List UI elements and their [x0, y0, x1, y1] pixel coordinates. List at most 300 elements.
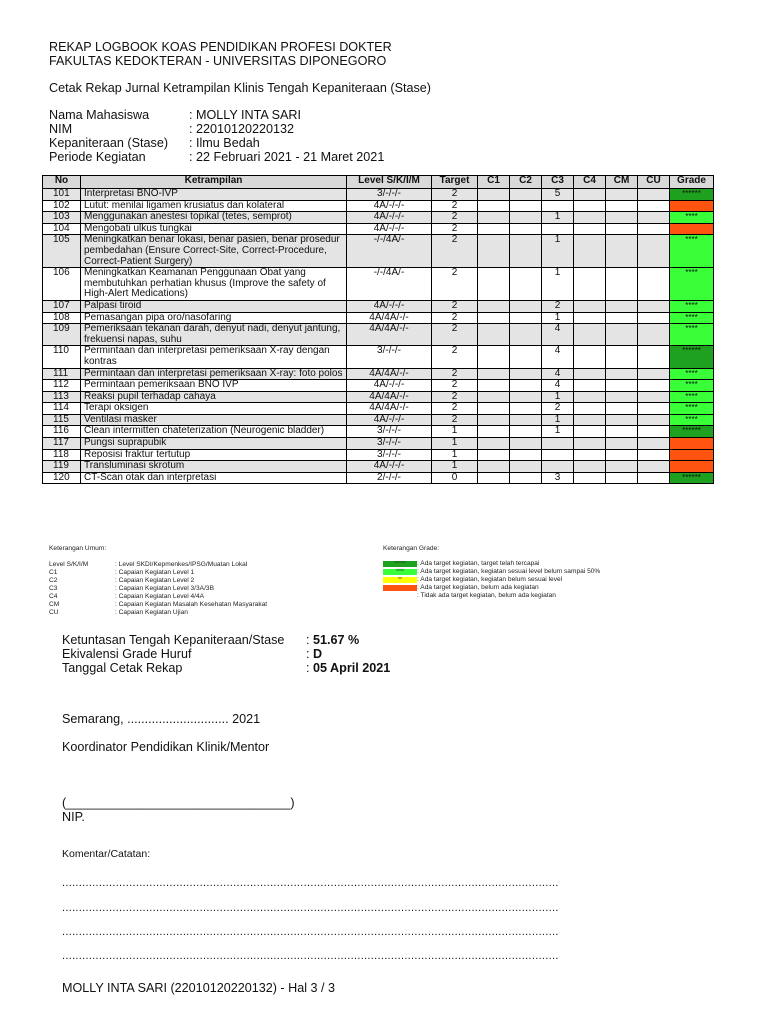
skill-level: 3/-/-/-	[347, 346, 432, 368]
grade-color-swatch: ******	[383, 561, 417, 567]
c1-value	[478, 403, 510, 415]
grade-cell: ****	[670, 368, 714, 380]
row-number: 118	[43, 449, 81, 461]
skill-level: 4A/-/-/-	[347, 223, 432, 235]
cm-value	[606, 449, 638, 461]
c3-value: 1	[542, 426, 574, 438]
column-header: C4	[574, 176, 606, 189]
c1-value	[478, 461, 510, 473]
table-row	[43, 324, 714, 346]
skill-level: 4A/-/-/-	[347, 414, 432, 426]
column-header: Level S/K/I/M	[347, 176, 432, 189]
comment-line: ....................................................................................................................................................	[62, 877, 559, 889]
legend-key: CM	[49, 601, 60, 608]
cu-value	[638, 324, 670, 346]
legend-desc: : Ada target kegiatan, target telah tercapai	[417, 560, 540, 567]
grade-cell: ****	[670, 324, 714, 346]
grade-cell: ****	[670, 414, 714, 426]
grade-cell: ****	[670, 391, 714, 403]
target-value: 2	[432, 324, 478, 346]
c4-value	[574, 403, 606, 415]
c4-value	[574, 472, 606, 484]
cm-value	[606, 380, 638, 392]
c1-value	[478, 426, 510, 438]
table-row	[43, 235, 714, 268]
cu-value	[638, 223, 670, 235]
grade-cell: ****	[670, 300, 714, 312]
cm-value	[606, 346, 638, 368]
cm-value	[606, 391, 638, 403]
legend-grade-item	[383, 592, 703, 600]
skill-name: Terapi oksigen	[81, 403, 347, 415]
grade-cell	[670, 200, 714, 212]
grade-cell	[670, 438, 714, 450]
grade-color-swatch	[383, 593, 417, 599]
cu-value	[638, 300, 670, 312]
c4-value	[574, 414, 606, 426]
c2-value	[510, 380, 542, 392]
c4-value	[574, 380, 606, 392]
row-number: 115	[43, 414, 81, 426]
info-value: : Ilmu Bedah	[189, 136, 260, 150]
grade-color-swatch	[383, 585, 417, 591]
cm-value	[606, 189, 638, 201]
signer-role: Koordinator Pendidikan Klinik/Mentor	[62, 740, 270, 754]
c3-value: 2	[542, 300, 574, 312]
c4-value	[574, 324, 606, 346]
cm-value	[606, 403, 638, 415]
column-header: C3	[542, 176, 574, 189]
row-number: 120	[43, 472, 81, 484]
row-number: 107	[43, 300, 81, 312]
summary-value: D	[313, 647, 323, 661]
target-value: 2	[432, 346, 478, 368]
c3-value: 4	[542, 346, 574, 368]
c2-value	[510, 449, 542, 461]
skill-name: Pemeriksaan tekanan darah, denyut nadi, denyut jantung, frekuensi napas, suhu	[81, 324, 347, 346]
cu-value	[638, 414, 670, 426]
info-label: Periode Kegiatan	[49, 150, 146, 164]
column-header: C1	[478, 176, 510, 189]
column-header: C2	[510, 176, 542, 189]
c1-value	[478, 189, 510, 201]
legend-general	[49, 545, 369, 625]
info-label: Kepaniteraan (Stase)	[49, 136, 169, 150]
target-value: 2	[432, 403, 478, 415]
c3-value: 1	[542, 268, 574, 301]
grade-color-swatch: **	[383, 577, 417, 583]
legend-desc: : Capaian Kegiatan Level 2	[115, 577, 195, 584]
column-header: Target	[432, 176, 478, 189]
c1-value	[478, 200, 510, 212]
info-value: : 22 Februari 2021 - 21 Maret 2021	[189, 150, 385, 164]
c3-value: 2	[542, 403, 574, 415]
column-header: Ketrampilan	[81, 176, 347, 189]
skill-name: Lutut: menilai ligamen krusiatus dan kolateral	[81, 200, 347, 212]
target-value: 1	[432, 449, 478, 461]
legend-desc: : Capaian Kegiatan Level 3/3A/3B	[115, 585, 214, 592]
grade-cell: ******	[670, 426, 714, 438]
cm-value	[606, 300, 638, 312]
table-header-row	[43, 176, 714, 189]
cm-value	[606, 426, 638, 438]
c2-value	[510, 403, 542, 415]
target-value: 2	[432, 391, 478, 403]
c2-value	[510, 438, 542, 450]
target-value: 2	[432, 300, 478, 312]
cu-value	[638, 472, 670, 484]
skill-level: 4A/-/-/-	[347, 461, 432, 473]
legend-grade	[383, 545, 703, 605]
grade-cell: ****	[670, 403, 714, 415]
cm-value	[606, 312, 638, 324]
c4-value	[574, 312, 606, 324]
c1-value	[478, 312, 510, 324]
c4-value	[574, 189, 606, 201]
grade-cell: ****	[670, 380, 714, 392]
info-label: NIM	[49, 122, 73, 136]
summary-value: 51.67 %	[313, 633, 360, 647]
c2-value	[510, 391, 542, 403]
c2-value	[510, 472, 542, 484]
legend-general-item	[49, 601, 369, 609]
skill-level: 3/-/-/-	[347, 438, 432, 450]
faculty-title: FAKULTAS KEDOKTERAN - UNIVERSITAS DIPONEGORO	[49, 54, 387, 68]
summary-label: Ekivalensi Grade Huruf	[62, 647, 192, 661]
skill-level: 3/-/-/-	[347, 189, 432, 201]
cm-value	[606, 414, 638, 426]
target-value: 2	[432, 268, 478, 301]
table-row	[43, 268, 714, 301]
c1-value	[478, 414, 510, 426]
c2-value	[510, 324, 542, 346]
comments-label: Komentar/Catatan:	[62, 848, 151, 860]
legend-grade-title: Keterangan Grade:	[383, 545, 440, 552]
table-body	[43, 189, 714, 484]
skill-level: 4A/-/-/-	[347, 300, 432, 312]
legend-desc: : Ada target kegiatan, kegiatan sesuai level belum sampai 50%	[417, 568, 601, 575]
cm-value	[606, 212, 638, 224]
summary-label: Ketuntasan Tengah Kepaniteraan/Stase	[62, 633, 285, 647]
table-row	[43, 346, 714, 368]
c4-value	[574, 438, 606, 450]
skill-level: 4A/4A/-/-	[347, 403, 432, 415]
c1-value	[478, 368, 510, 380]
skill-name: Palpasi tiroid	[81, 300, 347, 312]
target-value: 2	[432, 223, 478, 235]
c2-value	[510, 235, 542, 268]
c1-value	[478, 438, 510, 450]
table-row	[43, 414, 714, 426]
c4-value	[574, 346, 606, 368]
skill-name: Ventilasi masker	[81, 414, 347, 426]
legend-general-item	[49, 569, 369, 577]
grade-cell	[670, 461, 714, 473]
legend-desc: : Capaian Kegiatan Ujian	[115, 609, 188, 616]
skill-name: Reposisi fraktur tertutup	[81, 449, 347, 461]
legend-general-item	[49, 577, 369, 585]
skill-level: 4A/-/-/-	[347, 200, 432, 212]
table-row	[43, 300, 714, 312]
c2-value	[510, 426, 542, 438]
skill-name: Clean intermitten chateterization (Neurogenic bladder)	[81, 426, 347, 438]
cm-value	[606, 438, 638, 450]
row-number: 112	[43, 380, 81, 392]
target-value: 2	[432, 368, 478, 380]
grade-cell: ******	[670, 189, 714, 201]
row-number: 111	[43, 368, 81, 380]
legend-general-item	[49, 561, 369, 569]
cm-value	[606, 324, 638, 346]
signature-line: (________________________________)	[62, 796, 295, 810]
summary-value: 05 April 2021	[313, 661, 391, 675]
skill-name: Reaksi pupil terhadap cahaya	[81, 391, 347, 403]
c3-value	[542, 223, 574, 235]
nip-label: NIP.	[62, 810, 85, 824]
c3-value: 1	[542, 391, 574, 403]
row-number: 109	[43, 324, 81, 346]
info-label: Nama Mahasiswa	[49, 108, 150, 122]
skill-level: 4A/-/-/-	[347, 212, 432, 224]
c1-value	[478, 472, 510, 484]
row-number: 103	[43, 212, 81, 224]
c4-value	[574, 368, 606, 380]
report-subtitle: Cetak Rekap Jurnal Ketrampilan Klinis Tengah Kepaniteraan (Stase)	[49, 81, 431, 95]
c2-value	[510, 461, 542, 473]
legend-grade-item	[383, 568, 703, 576]
row-number: 106	[43, 268, 81, 301]
summary-label: Tanggal Cetak Rekap	[62, 661, 183, 675]
c3-value: 1	[542, 312, 574, 324]
c4-value	[574, 449, 606, 461]
cu-value	[638, 200, 670, 212]
column-header: No	[43, 176, 81, 189]
c4-value	[574, 461, 606, 473]
grade-cell: ******	[670, 346, 714, 368]
legend-desc: : Ada target kegiatan, belum ada kegiatan	[417, 584, 539, 591]
c4-value	[574, 235, 606, 268]
c1-value	[478, 268, 510, 301]
c3-value	[542, 461, 574, 473]
row-number: 102	[43, 200, 81, 212]
table-row	[43, 380, 714, 392]
skill-level: 4A/4A/-/-	[347, 391, 432, 403]
c2-value	[510, 414, 542, 426]
skill-name: Permintaan dan interpretasi pemeriksaan X-ray: foto polos	[81, 368, 347, 380]
comment-line: ....................................................................................................................................................	[62, 926, 559, 938]
c3-value: 1	[542, 212, 574, 224]
c2-value	[510, 212, 542, 224]
c1-value	[478, 212, 510, 224]
cu-value	[638, 368, 670, 380]
c1-value	[478, 300, 510, 312]
legend-desc: : Tidak ada target kegiatan, belum ada kegiatan	[417, 592, 556, 599]
legend-general-title: Keterangan Umum:	[49, 545, 107, 552]
row-number: 108	[43, 312, 81, 324]
grade-cell: ****	[670, 235, 714, 268]
skill-name: Interpretasi BNO-IVP	[81, 189, 347, 201]
column-header: CM	[606, 176, 638, 189]
target-value: 2	[432, 414, 478, 426]
table-row	[43, 472, 714, 484]
skill-level: 4A/-/-/-	[347, 380, 432, 392]
c3-value: 1	[542, 414, 574, 426]
row-number: 101	[43, 189, 81, 201]
cu-value	[638, 346, 670, 368]
c3-value: 3	[542, 472, 574, 484]
c1-value	[478, 449, 510, 461]
c2-value	[510, 368, 542, 380]
table-row	[43, 368, 714, 380]
skills-table	[42, 175, 714, 484]
target-value: 1	[432, 426, 478, 438]
row-number: 104	[43, 223, 81, 235]
skill-name: Pungsi suprapubik	[81, 438, 347, 450]
table-row	[43, 438, 714, 450]
page-footer: MOLLY INTA SARI (22010120220132) - Hal 3 / 3	[62, 981, 336, 995]
grade-cell: ******	[670, 472, 714, 484]
skill-name: Mengobati ulkus tungkai	[81, 223, 347, 235]
c3-value	[542, 449, 574, 461]
skill-name: Pemasangan pipa oro/nasofaring	[81, 312, 347, 324]
legend-key: CU	[49, 609, 59, 616]
cu-value	[638, 189, 670, 201]
row-number: 114	[43, 403, 81, 415]
comment-line: ....................................................................................................................................................	[62, 950, 559, 962]
cu-value	[638, 212, 670, 224]
cu-value	[638, 268, 670, 301]
table-row	[43, 391, 714, 403]
cm-value	[606, 461, 638, 473]
skill-level: 4A/4A/-/-	[347, 368, 432, 380]
cu-value	[638, 235, 670, 268]
legend-general-item	[49, 585, 369, 593]
skill-level: 2/-/-/-	[347, 472, 432, 484]
legend-grade-item	[383, 584, 703, 592]
c2-value	[510, 268, 542, 301]
c4-value	[574, 391, 606, 403]
c1-value	[478, 324, 510, 346]
row-number: 113	[43, 391, 81, 403]
legend-key: C2	[49, 577, 58, 584]
legend-key: Level S/K/I/M	[49, 561, 89, 568]
cu-value	[638, 438, 670, 450]
legend-key: C3	[49, 585, 58, 592]
target-value: 2	[432, 235, 478, 268]
table-row	[43, 212, 714, 224]
c1-value	[478, 235, 510, 268]
legend-desc: : Capaian Kegiatan Masalah Kesehatan Masyarakat	[115, 601, 268, 608]
column-header: Grade	[670, 176, 714, 189]
c2-value	[510, 223, 542, 235]
cu-value	[638, 403, 670, 415]
legend-key: C1	[49, 569, 58, 576]
row-number: 117	[43, 438, 81, 450]
target-value: 2	[432, 380, 478, 392]
comment-line: ....................................................................................................................................................	[62, 902, 559, 914]
c1-value	[478, 391, 510, 403]
c1-value	[478, 380, 510, 392]
skill-name: Permintaan pemeriksaan BNO IVP	[81, 380, 347, 392]
c4-value	[574, 200, 606, 212]
c3-value: 1	[542, 235, 574, 268]
legend-key: C4	[49, 593, 58, 600]
row-number: 105	[43, 235, 81, 268]
row-number: 110	[43, 346, 81, 368]
c2-value	[510, 300, 542, 312]
place-date: Semarang, ............................. 2021	[62, 712, 261, 726]
cm-value	[606, 268, 638, 301]
skill-level: 3/-/-/-	[347, 449, 432, 461]
c4-value	[574, 300, 606, 312]
skill-name: Meningkatkan Keamanan Penggunaan Obat yang membutuhkan perhatian khusus (Improve the safety of High-Alert Medications)	[81, 268, 347, 301]
c3-value	[542, 200, 574, 212]
cu-value	[638, 449, 670, 461]
cm-value	[606, 235, 638, 268]
legend-general-item	[49, 609, 369, 617]
c2-value	[510, 312, 542, 324]
c2-value	[510, 189, 542, 201]
cu-value	[638, 391, 670, 403]
skill-level: 3/-/-/-	[347, 426, 432, 438]
target-value: 2	[432, 312, 478, 324]
skill-name: Transluminasi skrotum	[81, 461, 347, 473]
skill-name: Menggunakan anestesi topikal (tetes, semprot)	[81, 212, 347, 224]
legend-general-list	[49, 561, 369, 617]
skill-level: -/-/4A/-	[347, 268, 432, 301]
legend-desc: : Ada target kegiatan, kegiatan belum sesuai level	[417, 576, 563, 583]
c3-value: 4	[542, 368, 574, 380]
cu-value	[638, 312, 670, 324]
grade-cell: ****	[670, 312, 714, 324]
grade-cell	[670, 449, 714, 461]
info-value: : MOLLY INTA SARI	[189, 108, 301, 122]
c3-value: 5	[542, 189, 574, 201]
info-value: : 22010120220132	[189, 122, 295, 136]
target-value: 2	[432, 189, 478, 201]
table-row	[43, 449, 714, 461]
table-row	[43, 189, 714, 201]
row-number: 119	[43, 461, 81, 473]
table-row	[43, 426, 714, 438]
legend-general-item	[49, 593, 369, 601]
c1-value	[478, 223, 510, 235]
skill-level: 4A/4A/-/-	[347, 324, 432, 346]
c3-value: 4	[542, 324, 574, 346]
legend-desc: : Capaian Kegiatan Level 4/4A	[115, 593, 205, 600]
cm-value	[606, 223, 638, 235]
table-row	[43, 200, 714, 212]
cu-value	[638, 461, 670, 473]
c4-value	[574, 223, 606, 235]
c1-value	[478, 346, 510, 368]
c4-value	[574, 212, 606, 224]
target-value: 2	[432, 212, 478, 224]
skill-name: CT-Scan otak dan interpretasi	[81, 472, 347, 484]
skill-name: Meningkatkan benar lokasi, benar pasien, benar prosedur pembedahan (Ensure Correct-Site, Correct-Procedure, Correct-Patient Surgery)	[81, 235, 347, 268]
cu-value	[638, 380, 670, 392]
c3-value: 4	[542, 380, 574, 392]
table-row	[43, 461, 714, 473]
table-row	[43, 312, 714, 324]
legend-grade-item	[383, 576, 703, 584]
cm-value	[606, 368, 638, 380]
row-number: 116	[43, 426, 81, 438]
grade-cell: ****	[670, 212, 714, 224]
legend-grade-list	[383, 560, 703, 600]
column-header: CU	[638, 176, 670, 189]
target-value: 2	[432, 200, 478, 212]
